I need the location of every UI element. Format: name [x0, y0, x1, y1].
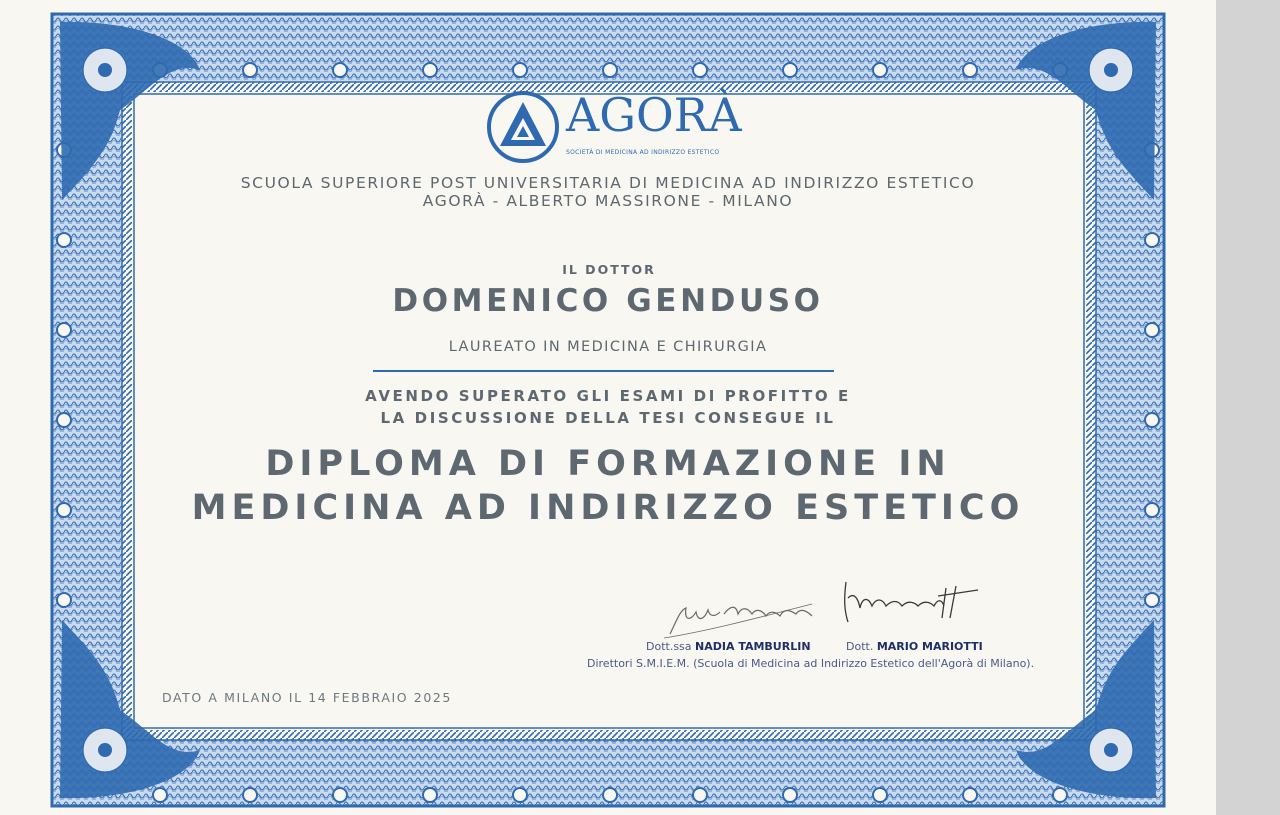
signature-mariotti: [838, 578, 988, 628]
triangle-logo-icon: [486, 90, 560, 164]
diploma-title-line2: MEDICINA AD INDIRIZZO ESTETICO: [191, 488, 1025, 528]
recipient-title: IL DOTTOR: [562, 262, 656, 277]
signature-tamburlin: [662, 592, 822, 642]
recipient-degree: LAUREATO IN MEDICINA E CHIRURGIA: [448, 339, 768, 355]
signatory-mariotti: [846, 640, 983, 653]
viewer-side-panel: [1216, 0, 1280, 815]
signatory-prefix: Dott.: [846, 640, 874, 653]
signatory-name: MARIO MARIOTTI: [876, 640, 983, 653]
signatory-tamburlin: [646, 640, 811, 653]
statement-line2: LA DISCUSSIONE DELLA TESI CONSEGUE IL: [380, 409, 836, 427]
divider-line: [373, 370, 834, 372]
statement-line1: AVENDO SUPERATO GLI ESAMI DI PROFITTO E: [365, 387, 851, 405]
directors-note: Direttori S.M.I.E.M. (Scuola di Medicina ad Indirizzo Estetico dell'Agorà di Milano).: [587, 657, 1035, 670]
signatory-prefix: Dott.ssa: [646, 640, 692, 653]
brand-name: AGORÀ: [566, 88, 742, 142]
agora-logo: [486, 88, 742, 166]
brand-tagline: SOCIETÀ DI MEDICINA AD INDIRIZZO ESTETICO: [566, 149, 720, 156]
diploma-title-line1: DIPLOMA DI FORMAZIONE IN: [265, 444, 951, 484]
recipient-name: DOMENICO GENDUSO: [392, 283, 824, 319]
signatory-name: NADIA TAMBURLIN: [695, 640, 811, 653]
issue-date: DATO A MILANO IL 14 FEBBRAIO 2025: [162, 690, 452, 705]
school-name-line2: AGORÀ - ALBERTO MASSIRONE - MILANO: [422, 192, 794, 210]
school-name-line1: SCUOLA SUPERIORE POST UNIVERSITARIA DI MEDICINA AD INDIRIZZO ESTETICO: [240, 174, 976, 192]
